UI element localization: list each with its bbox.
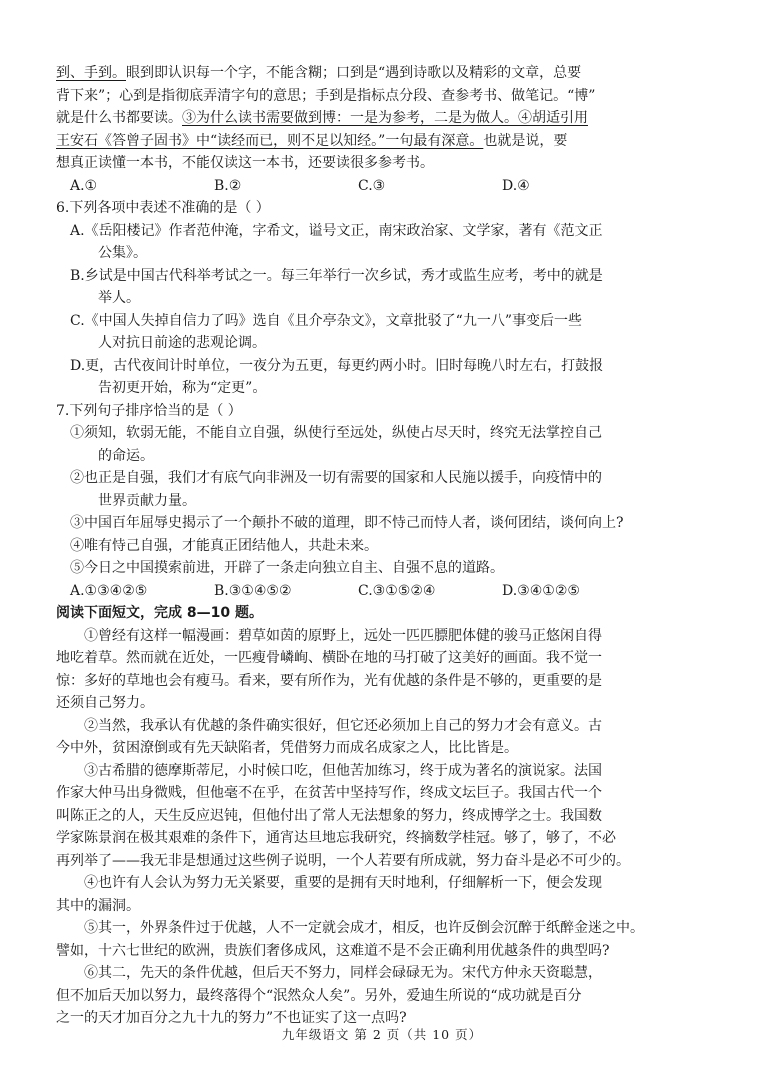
q7-sentence-4: ④唯有恃己自强，才能真正团结他人，共赴未来。 — [70, 537, 378, 554]
page-content — [56, 62, 646, 1030]
reading-heading: 阅读下面短文，完成 8—10 题。 — [56, 605, 263, 621]
q7-choice-d: D.③④①②⑤ — [502, 582, 580, 599]
q7-sentence-5: ⑤今日之中国摸索前进，开辟了一条走向独立自主、自强不息的道路。 — [70, 560, 504, 576]
q6-option-b: B.乡试是中国古代科举考试之一。每三年举行一次乡试，秀才或监生应考，考中的就是 — [70, 267, 603, 284]
q6-option-a-cont: 公集》。 — [98, 245, 147, 261]
reading-p3-line: 学家陈景润在极其艰难的条件下，通宵达旦地忘我研究，终摘数学桂冠。够了，够了，不必 — [56, 830, 616, 846]
q6-stem: 6.下列各项中表述不准确的是（ ） — [56, 200, 270, 216]
q5-choice-d: D.④ — [502, 177, 530, 194]
reading-p1-line: 地吃着草。然而就在近处，一匹瘦骨嶙峋、横卧在地的马打破了这美好的画面。我不觉一 — [56, 650, 602, 666]
underlined-text: ③为什么读书需要做到博：一是为参考，二是为做人。 — [182, 110, 518, 126]
q7-sentence-2: ②也正是自强，我们才有底气向非洲及一切有需要的国家和人民施以援手，向疫情中的 — [70, 470, 602, 486]
q7-sentence-1: ①须知，软弱无能，不能自立自强，纵使行至远处，纵使占尽天时，终究无法掌控自己 — [70, 425, 602, 441]
reading-p5-line: ⑤其一，外界条件过于优越，人不一定就会成才，相反，也许反倒会沉醉于纸醉金迷之中。 — [84, 920, 644, 936]
reading-p6-line: 之一的天才加百分之九十九的努力”不也证实了这一点吗? — [56, 1010, 407, 1026]
passage-text: 眼到即认识每一个字，不能含糊；口到是“遇到诗歌以及精彩的文章，总要 — [126, 65, 582, 81]
reading-p3-line: 叫陈正之的人，天生反应迟钝，但他付出了常人无法想象的努力，终成博学之士。我国数 — [56, 807, 602, 824]
q7-choices — [56, 580, 646, 603]
underlined-text: ④胡适引用 — [518, 110, 588, 126]
q5-choice-b: B.② — [214, 177, 242, 194]
q7-stem: 7.下列句子排序恰当的是（ ） — [56, 402, 242, 419]
reading-p1-line: 还须自己努力。 — [56, 695, 154, 711]
q7-sentence-2-cont: 世界贡献力量。 — [98, 492, 196, 509]
reading-p3-line: 再列举了——我无非是想通过这些例子说明，一个人若要有所成就，努力奋斗是必不可少的。 — [56, 852, 630, 869]
q7-choice-c: C.③①⑤②④ — [358, 582, 436, 599]
q6-option-b-cont: 举人。 — [98, 290, 140, 306]
reading-p4-line: ④也许有人会认为努力无关紧要，重要的是拥有天时地利，仔细解析一下，便会发现 — [84, 875, 602, 891]
q6-option-c-cont: 人对抗日前途的悲观论调。 — [98, 335, 266, 351]
q5-choice-a: A.① — [70, 177, 98, 194]
q5-choice-c: C.③ — [358, 177, 386, 194]
passage5-line-4 — [56, 130, 646, 153]
reading-p2-line: ②当然，我承认有优越的条件确实很好，但它还必须加上自己的努力才会有意义。古 — [84, 717, 602, 734]
passage-text: 就是什么书都要读。 — [56, 110, 182, 126]
q5-choices — [56, 175, 646, 198]
q6-option-c: C.《中国人失掉自信力了吗》选自《且介亭杂文》，文章批驳了“九一八”事变后一些 — [70, 312, 582, 329]
q7-choice-b: B.③①④⑤② — [214, 582, 292, 599]
reading-p1-line: ①曾经有这样一幅漫画：碧草如茵的原野上，远处一匹匹膘肥体健的骏马正悠闲自得 — [84, 627, 602, 644]
q6-option-d: D.更，古代夜间计时单位，一夜分为五更，每更约两小时。旧时每晚八时左右，打鼓报 — [70, 357, 604, 374]
reading-p4-line: 其中的漏洞。 — [56, 897, 140, 914]
page-footer: 九年级语文 第 2 页（共 10 页） — [281, 1027, 483, 1042]
reading-p6-line: 但不加后天加以努力，最终落得个“泯然众人矣”。另外，爱迪生所说的“成功就是百分 — [56, 987, 582, 1004]
q7-choice-a: A.①③④②⑤ — [70, 582, 148, 599]
q6-option-d-cont: 告初更开始，称为“定更”。 — [98, 380, 267, 396]
reading-p5-line: 譬如，十六七世纪的欧洲，贵族们奢侈成风，这难道不是不会正确利用优越条件的典型吗? — [56, 942, 610, 959]
q7-sentence-3: ③中国百年屈辱史揭示了一个颠扑不破的道理，即不恃己而恃人者，谈何团结，谈何向上? — [70, 515, 624, 531]
passage5-line-5: 想真正读懂一本书，不能仅读这一本书，还要读很多参考书。 — [56, 155, 434, 171]
passage5-line-1 — [56, 62, 646, 85]
reading-p3-line: 作家大仲马出身微贱，但他毫不在乎，在贫苦中坚持写作，终成文坛巨子。我国古代一个 — [56, 785, 602, 801]
reading-p3-line: ③古希腊的德摩斯蒂尼，小时候口吃，但他苦加练习，终于成为著名的演说家。法国 — [84, 762, 602, 779]
q7-sentence-1-cont: 的命运。 — [98, 447, 154, 464]
passage-text: 也就是说，要 — [483, 132, 568, 149]
q6-option-a: A.《岳阳楼记》作者范仲淹，字希文，谥号文正，南宋政治家、文学家，著有《范文正 — [70, 222, 603, 239]
passage5-line-3 — [56, 107, 646, 130]
reading-p6-line: ⑥其二，先天的条件优越，但后天不努力，同样会碌碌无为。宋代方仲永天资聪慧， — [84, 965, 602, 981]
reading-p2-line: 今中外，贫困潦倒或有先天缺陷者，凭借努力而成名成家之人，比比皆是。 — [56, 740, 518, 756]
passage5-line-2: 背下来”；心到是指彻底弄清字句的意思；手到是指标点分段、查参考书、做笔记。“博” — [56, 87, 596, 104]
reading-p1-line: 惊：多好的草地也会有瘦马。看来，要有所作为，光有优越的条件是不够的，更重要的是 — [56, 672, 602, 689]
underlined-text: 王安石《答曾子固书》中“读经而已，则不足以知经。”一句最有深意。 — [56, 132, 484, 149]
underlined-text: 到、手到。 — [56, 65, 126, 81]
